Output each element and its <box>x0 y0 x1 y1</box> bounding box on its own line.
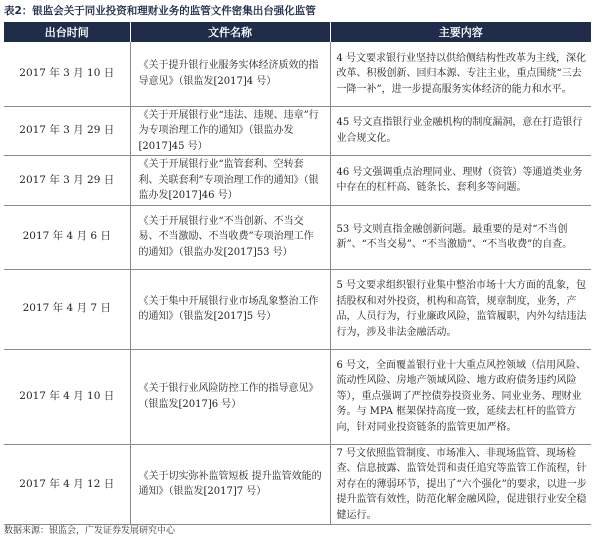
document-cell: 《关于开展银行业“监管套利、空转套利、关联套利”专项治理工作的通知》（银监办发[2017]46 号） <box>130 156 330 206</box>
table-header-row <box>4 22 591 42</box>
date-cell: 2017 年 3 月 29 日 <box>4 156 130 206</box>
document-cell: 《关于开展银行业“违法、违规、违章”行为专项治理工作的通知》（银监办发[2017]45 号） <box>130 106 330 156</box>
table-row <box>4 156 591 206</box>
table-row <box>4 349 591 444</box>
content-cell: 6 号文，全面覆盖银行业十大重点风控领域（信用风险、流动性风险、房地产领域风险、地方政府债务违约风险等），重点强调了严控债券投资业务、同业业务、理财业务。与 MPA 框架保持高度一致，延续去杠杆的监管方向，针对同业投资链条的监管更加严格。 <box>330 349 591 444</box>
content-cell: 4 号文要求银行业坚持以供给侧结构性改革为主线，深化改革、积极创新、回归本源、专注主业，重点围绕“三去一降一补”，进一步提高服务实体经济的能力和水平。 <box>330 42 591 106</box>
content-cell: 53 号文则直指金融创新问题。最重要的是对“不当创新”、“不当交易”、“不当激励”、“不当收费”的自查。 <box>330 205 591 269</box>
document-cell: 《关于银行业风险防控工作的指导意见》（银监发[2017]6 号） <box>130 349 330 444</box>
table-row <box>4 42 591 106</box>
regulation-table <box>4 22 591 525</box>
document-cell: 《关于切实弥补监管短板 提升监管效能的通知》（银监发[2017]7 号） <box>130 444 330 525</box>
header-document: 文件名称 <box>130 22 330 42</box>
date-cell: 2017 年 4 月 6 日 <box>4 205 130 269</box>
document-cell: 《关于提升银行业服务实体经济质效的指导意见》（银监发[2017]4 号） <box>130 42 330 106</box>
table-row <box>4 106 591 156</box>
table-row <box>4 269 591 349</box>
header-content: 主要内容 <box>330 22 591 42</box>
content-cell: 5 号文要求组织银行业集中整治市场十大方面的乱象，包括股权和对外投资，机构和高管，规章制度，业务，产品，人员行为，行业廉政风险，监管履职，内外勾结违法行为，涉及非法金融活动。 <box>330 269 591 349</box>
date-cell: 2017 年 3 月 29 日 <box>4 106 130 156</box>
document-cell: 《关于开展银行业“不当创新、不当交易、不当激励、不当收费”专项治理工作的通知》（银监办发[2017]53 号） <box>130 205 330 269</box>
table-caption: 表2：银监会关于同业投资和理财业务的监管文件密集出台强化监管 <box>4 5 316 17</box>
table-row <box>4 205 591 269</box>
content-cell: 46 号文强调重点治理同业、理财（资管）等通道类业务中存在的杠杆高、链条长、套利多等问题。 <box>330 156 591 206</box>
content-cell: 45 号文直指银行业金融机构的制度漏洞，意在打造银行业合规文化。 <box>330 106 591 156</box>
date-cell: 2017 年 4 月 12 日 <box>4 444 130 525</box>
date-cell: 2017 年 4 月 7 日 <box>4 269 130 349</box>
date-cell: 2017 年 3 月 10 日 <box>4 42 130 106</box>
date-cell: 2017 年 4 月 10 日 <box>4 349 130 444</box>
header-date: 出台时间 <box>4 22 130 42</box>
data-source: 数据来源：银监会，广发证券发展研究中心 <box>4 526 176 536</box>
document-cell: 《关于集中开展银行业市场乱象整治工作的通知》（银监发[2017]5 号） <box>130 269 330 349</box>
content-cell: 7 号文依照监管制度、市场准入、非现场监管、现场检查、信息披露、监管处罚和责任追究等监管工作流程，针对存在的薄弱环节，提出了“六个强化”的要求，以进一步提升监管有效性，防范化解金融风险，促进银行业安全稳健运行。 <box>330 444 591 525</box>
table-row <box>4 444 591 525</box>
